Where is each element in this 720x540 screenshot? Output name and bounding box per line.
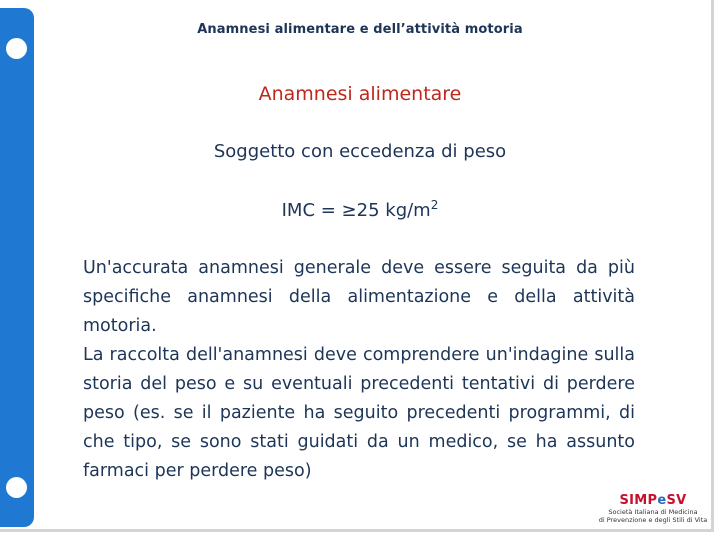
logo-mark: SIMPeSV — [619, 493, 687, 508]
imc-exponent: 2 — [430, 198, 439, 212]
imc-formula-text: IMC = ≥25 kg/m — [281, 200, 431, 221]
logo-subtitle-line-1: Società Italiana di Medicina — [608, 508, 698, 516]
paragraph-general-anamnesis: Un'accurata anamnesi generale deve essere seguita da più specifiche anamnesi della alimentazione e della attività motoria. — [83, 258, 635, 336]
paragraph-weight-history: La raccolta dell'anamnesi deve comprendere un'indagine sulla storia del peso e su eventuali precedenti tentativi di perdere peso (es. se il paziente ha seguito precedenti programmi, di che tipo, se sono stati guidati da un medico, se ha assunto farmaci per perdere peso) — [83, 345, 635, 481]
page-title: Anamnesi alimentare e dell’attività motoria — [197, 22, 523, 37]
subject-heading: Soggetto con eccedenza di peso — [213, 141, 507, 162]
binder-hole-top — [6, 38, 27, 59]
logo-subtitle-line-2: di Prevenzione e degli Stili di Vita — [598, 516, 708, 524]
binder-hole-bottom — [6, 477, 27, 498]
imc-formula — [0, 198, 720, 221]
simpesv-logo — [596, 494, 710, 528]
body-text — [83, 254, 635, 486]
section-title: Anamnesi alimentare — [258, 83, 462, 105]
